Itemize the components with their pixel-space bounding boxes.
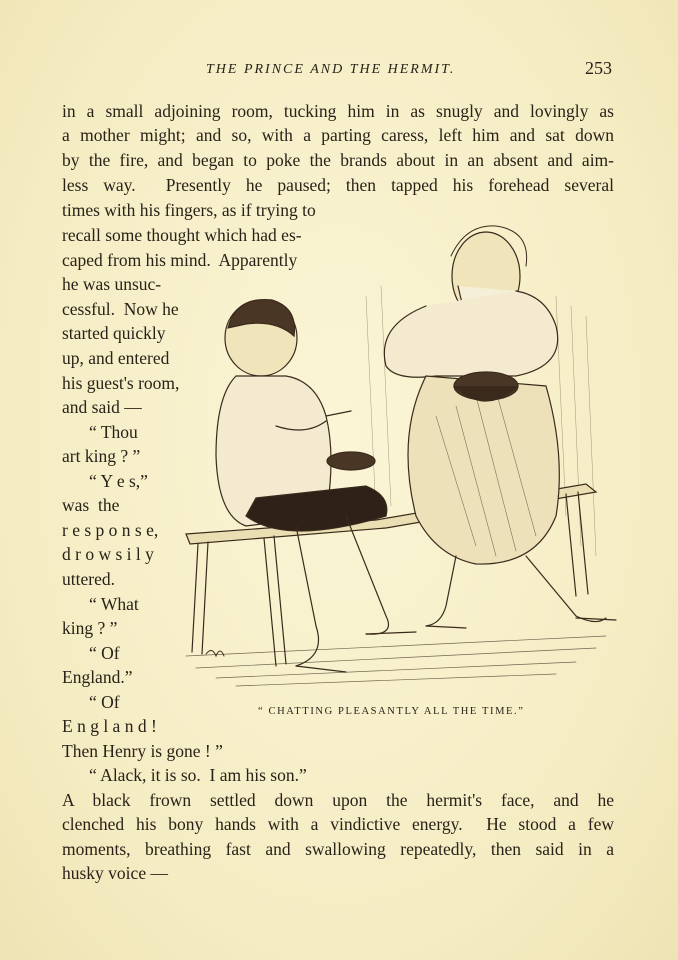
text-line: he was unsuc- (62, 274, 162, 294)
text-line: d r o w s i l y (62, 544, 154, 564)
illustration-caption: “ CHATTING PLEASANTLY ALL THE TIME.” (258, 706, 525, 717)
text-line: was the (62, 495, 120, 515)
page-number: 253 (585, 58, 612, 78)
text-line: “ What (89, 594, 139, 614)
text-line: times with his fingers, as if trying to (62, 200, 316, 220)
text-line: and said — (62, 397, 142, 417)
text-line: “ Thou (89, 422, 138, 442)
text-line: up, and entered (62, 348, 170, 368)
text-line: moments, breathing fast and swallowing repeatedly, then said in a (62, 839, 614, 859)
text-line: his guest's room, (62, 373, 180, 393)
text-line: England.” (62, 667, 133, 687)
text-line: king ? ” (62, 618, 118, 638)
hermit-and-prince-illustration (176, 216, 620, 696)
text-line: by the fire, and began to poke the brands about in an absent and aim- (62, 150, 614, 170)
text-line: uttered. (62, 569, 115, 589)
text-line: Then Henry is gone ! ” (62, 741, 223, 761)
text-line: in a small adjoining room, tucking him in as snugly and lovingly as (62, 101, 614, 121)
text-line: recall some thought which had es- (62, 225, 302, 245)
text-line: clenched his bony hands with a vindictive energy. He stood a few (62, 814, 614, 834)
text-line: A black frown settled down upon the hermit's face, and he (62, 790, 614, 810)
text-line: a mother might; and so, with a parting caress, left him and sat down (62, 125, 614, 145)
text-line: “ Alack, it is so. I am his son.” (89, 765, 307, 785)
text-line: less way. Presently he paused; then tapped his forehead several (62, 175, 614, 195)
text-line: r e s p o n s e, (62, 520, 159, 540)
text-line: caped from his mind. Apparently (62, 250, 298, 270)
text-line: “ Y e s,” (89, 471, 148, 491)
text-line: cessful. Now he (62, 299, 179, 319)
text-line: art king ? ” (62, 446, 141, 466)
text-line: husky voice — (62, 863, 168, 883)
text-line: E n g l a n d ! (62, 716, 157, 736)
text-line: started quickly (62, 323, 166, 343)
text-line: “ Of (89, 643, 120, 663)
text-line: “ Of (89, 692, 120, 712)
running-title: THE PRINCE AND THE HERMIT. (206, 62, 456, 77)
